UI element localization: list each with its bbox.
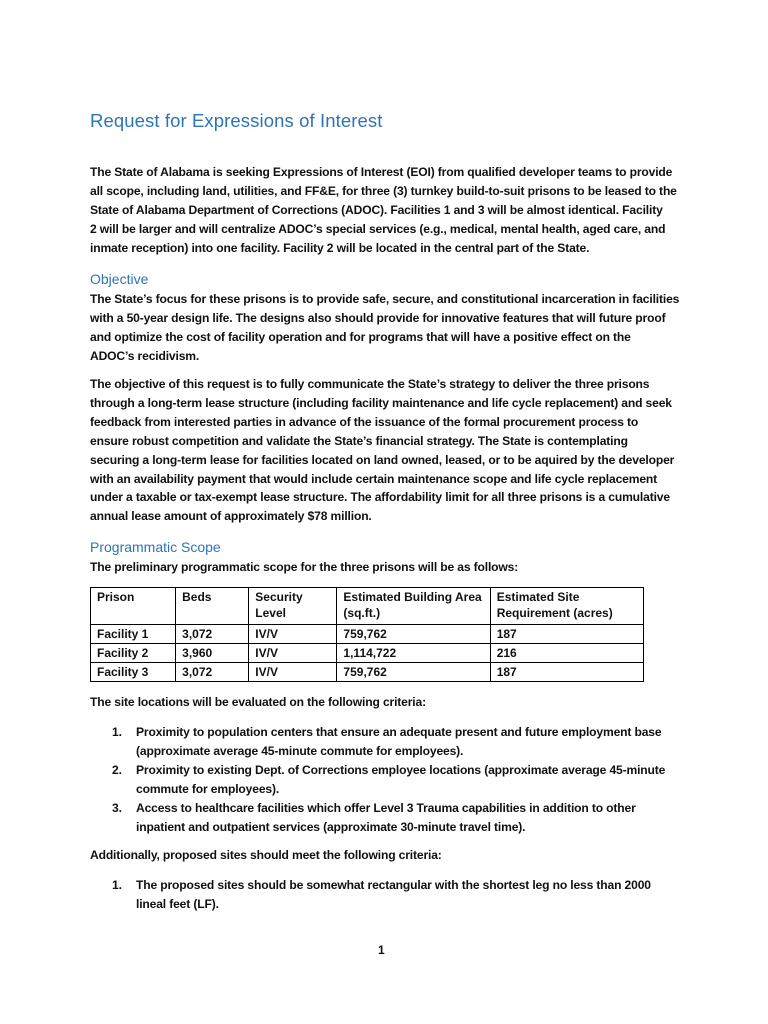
- table-cell: IV/V: [249, 663, 337, 682]
- site-criteria-intro: The site locations will be evaluated on the following criteria:: [90, 695, 426, 709]
- table-cell: Facility 1: [91, 625, 176, 644]
- list-item-line: lineal feet (LF).: [136, 896, 219, 911]
- table-cell: 759,762: [337, 663, 490, 682]
- objective-paragraph-1: [90, 290, 690, 366]
- list-item-line: The proposed sites should be somewhat rectangular with the shortest leg no less than 2000: [136, 878, 651, 892]
- objective-line: annual lease amount of approximately $78 million.: [90, 509, 372, 524]
- programmatic-scope-intro: The preliminary programmatic scope for the three prisons will be as follows:: [90, 560, 519, 574]
- list-item-line: Access to healthcare facilities which offer Level 3 Trauma capabilities in addition to other: [136, 800, 636, 815]
- table-cell: IV/V: [249, 625, 337, 644]
- list-item-line: Proximity to existing Dept. of Corrections employee locations (approximate average 45-minute: [136, 762, 666, 777]
- objective-line: feedback from interested parties in advance of the issuance of the formal procurement process to: [90, 414, 639, 429]
- additional-criteria-intro: Additionally, proposed sites should meet the following criteria:: [90, 848, 442, 862]
- intro-line: inmate reception) into one facility. Facility 2 will be located in the central part of the State.: [90, 240, 590, 255]
- site-criteria-list: [90, 723, 710, 836]
- additional-criteria-list: [90, 876, 710, 914]
- table-cell: 3,072: [176, 625, 249, 644]
- table-row: [91, 663, 644, 682]
- list-item-number: 2.: [112, 762, 122, 777]
- intro-line: all scope, including land, utilities, and FF&E, for three (3) turnkey build-to-suit prisons to be leased to the: [90, 183, 677, 198]
- objective-line: under a taxable or tax-exempt lease structure. The affordability limit for all three prisons is a cumulative: [90, 490, 670, 505]
- list-item-number: 1.: [112, 878, 122, 892]
- table-header-cell: Security Level: [249, 588, 337, 625]
- objective-heading: Objective: [90, 271, 149, 287]
- table-cell: 3,072: [176, 663, 249, 682]
- list-item-line: inpatient and outpatient services (approximate 30-minute travel time).: [136, 819, 526, 834]
- programmatic-scope-heading: Programmatic Scope: [90, 539, 221, 555]
- table-row: [91, 644, 644, 663]
- table-cell: Facility 2: [91, 644, 176, 663]
- list-item: [90, 723, 710, 761]
- table-cell: 3,960: [176, 644, 249, 663]
- list-item: [90, 761, 710, 799]
- objective-line: ADOC’s recidivism.: [90, 348, 200, 363]
- table-header-cell: Prison: [91, 588, 176, 625]
- table-cell: 759,762: [337, 625, 490, 644]
- page-title: Request for Expressions of Interest: [90, 110, 383, 131]
- table-cell: 1,114,722: [337, 644, 490, 663]
- table-cell: 216: [490, 644, 643, 663]
- objective-line: with an availability payment that would include certain maintenance scope and life cycle replacement: [90, 471, 658, 486]
- table-row: [91, 625, 644, 644]
- page-number: 1: [378, 943, 385, 957]
- list-item-line: (approximate average 45-minute commute for employees).: [136, 743, 464, 758]
- list-item: [90, 876, 710, 914]
- list-item-line: commute for employees).: [136, 781, 280, 796]
- intro-line: The State of Alabama is seeking Expressions of Interest (EOI) from qualified developer teams to provide: [90, 165, 673, 179]
- table-header-cell: Estimated Building Area (sq.ft.): [337, 588, 490, 625]
- intro-line: State of Alabama Department of Corrections (ADOC). Facilities 1 and 3 will be almost identical. Facility: [90, 202, 663, 217]
- table-cell: 187: [490, 625, 643, 644]
- table-header-cell: Beds: [176, 588, 249, 625]
- list-item-line: Proximity to population centers that ensure an adequate present and future employment base: [136, 725, 662, 739]
- programmatic-scope-table: [90, 587, 644, 682]
- objective-line: through a long-term lease structure (including facility maintenance and life cycle replacement) and seek: [90, 395, 672, 410]
- objective-line: with a 50-year design life. The designs also should provide for innovative features that will future proof: [90, 310, 666, 325]
- table-cell: IV/V: [249, 644, 337, 663]
- table-header-row: [91, 588, 644, 625]
- objective-line: and optimize the cost of facility operation and for programs that will have a positive effect on the: [90, 329, 631, 344]
- list-item: [90, 799, 710, 837]
- list-item-number: 1.: [112, 725, 122, 739]
- table-cell: Facility 3: [91, 663, 176, 682]
- objective-line: securing a long-term lease for facilities located on land owned, leased, or to be aquired by the developer: [90, 452, 675, 467]
- intro-line: 2 will be larger and will centralize ADOC’s special services (e.g., medical, mental health, aged care, and: [90, 221, 666, 236]
- intro-paragraph: [90, 163, 690, 258]
- table-header-cell: Estimated Site Requirement (acres): [490, 588, 643, 625]
- objective-paragraph-2: [90, 375, 690, 526]
- objective-line: ensure robust competition and validate the State’s financial strategy. The State is contemplating: [90, 433, 628, 448]
- objective-line: The State’s focus for these prisons is to provide safe, secure, and constitutional incarceration in facilities: [90, 292, 680, 306]
- table-cell: 187: [490, 663, 643, 682]
- objective-line: The objective of this request is to fully communicate the State’s strategy to deliver the three prisons: [90, 377, 650, 391]
- list-item-number: 3.: [112, 800, 122, 815]
